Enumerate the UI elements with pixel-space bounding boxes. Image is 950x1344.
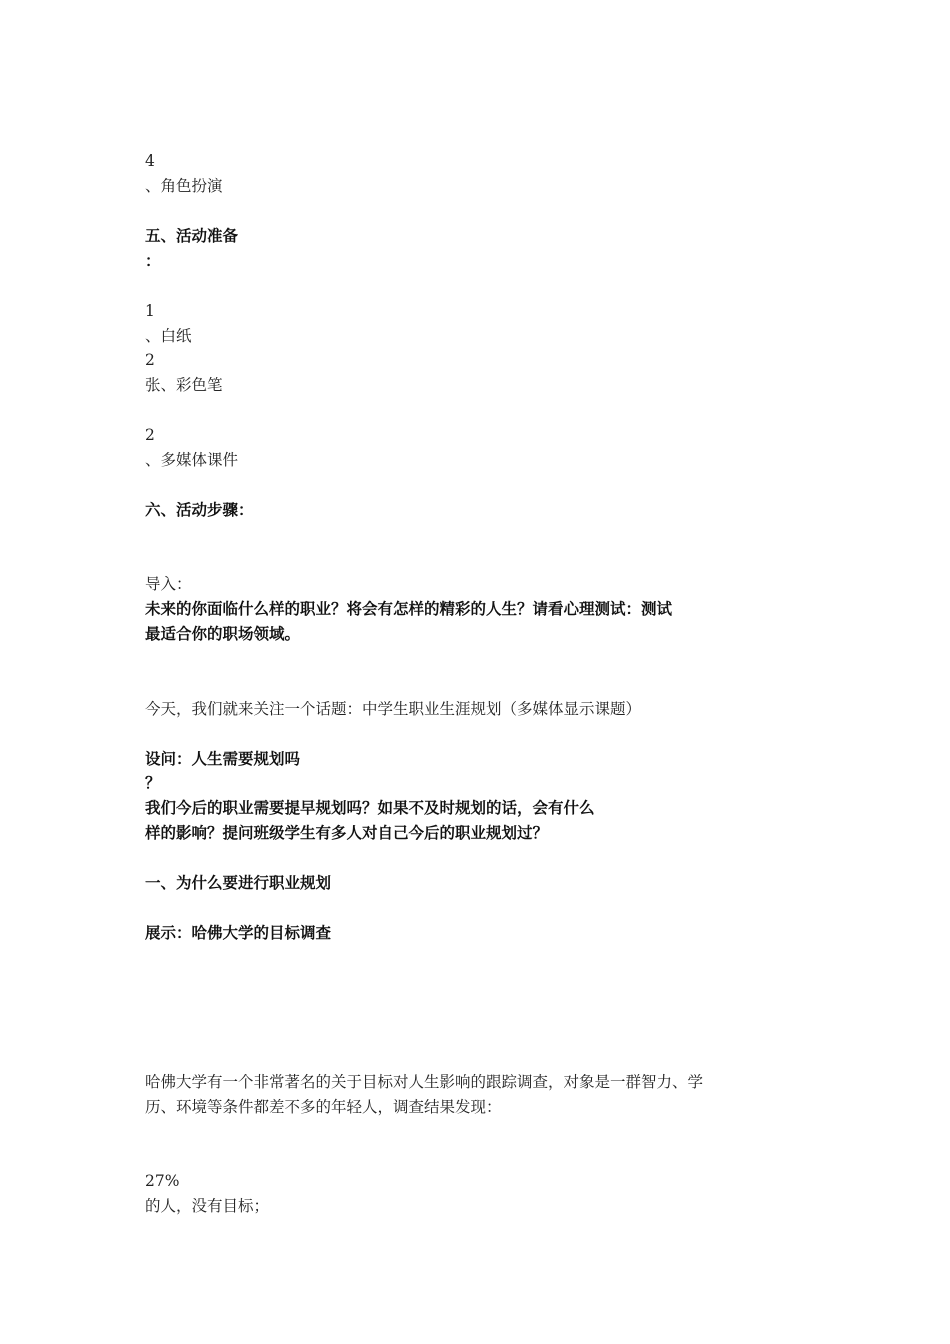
text-line: 的人，没有目标； — [145, 1197, 270, 1215]
text-line: 哈佛大学有一个非常著名的关于目标对人生影响的跟踪调查，对象是一群智力、学 — [145, 1073, 704, 1091]
text-line: 2 — [145, 351, 155, 369]
section-heading: 六、活动步骤： — [145, 500, 254, 519]
section-heading: 五、活动准备 — [145, 226, 239, 245]
text-line: 展示：哈佛大学的目标调查 — [145, 923, 332, 942]
text-line: 张、彩色笔 — [145, 376, 223, 394]
text-line: 最适合你的职场领域。 — [145, 624, 301, 643]
text-line: 今天，我们就来关注一个话题：中学生职业生涯规划（多媒体显示课题） — [145, 700, 642, 718]
text-line: 未来的你面临什么样的职业？将会有怎样的精彩的人生？请看心理测试：测试 — [145, 599, 673, 618]
text-line: 我们今后的职业需要提早规划吗？如果不及时规划的话，会有什么 — [145, 798, 595, 817]
text-line: 4 — [145, 152, 155, 170]
text-line: 1 — [145, 302, 155, 320]
text-line: 27% — [145, 1172, 180, 1190]
text-line: 导入： — [145, 575, 192, 593]
text-line: ？ — [145, 773, 161, 792]
text-line: 、角色扮演 — [145, 177, 223, 195]
text-line: 样的影响？提问班级学生有多人对自己今后的职业规划过？ — [145, 823, 549, 842]
text-line: 、白纸 — [145, 327, 192, 345]
text-line: 历、环境等条件都差不多的年轻人，调查结果发现： — [145, 1098, 502, 1116]
text-line: 设问：人生需要规划吗 — [145, 749, 301, 768]
text-line: ： — [145, 251, 161, 270]
section-heading: 一、为什么要进行职业规划 — [145, 873, 332, 892]
text-line: 2 — [145, 426, 155, 444]
text-line: 、多媒体课件 — [145, 451, 239, 469]
